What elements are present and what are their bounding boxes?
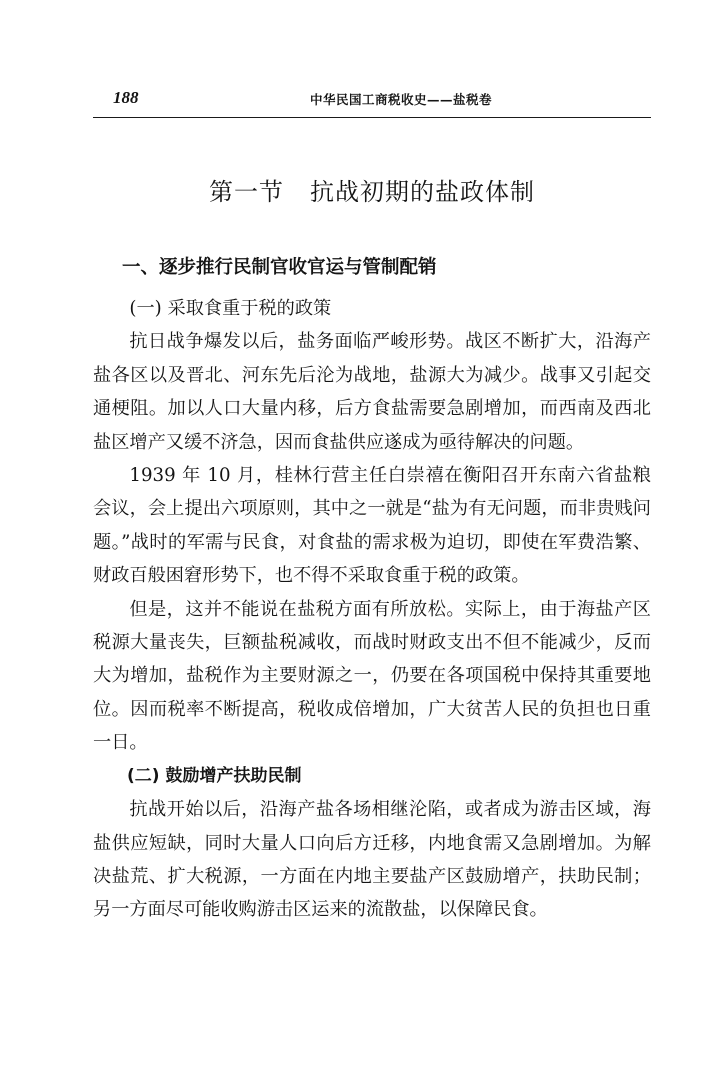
paragraph-3: 但是，这并不能说在盐税方面有所放松。实际上，由于海盐产区税源大量丧失，巨额盐税减收，而战时财政支出不但不能减少，反而大为增加，盐税作为主要财源之一，仍要在各项国税中保持其重要地位。因而税率不断提高，税收成倍增加，广大贫苦人民的负担也日重一日。 [93, 598, 651, 754]
page-number: 188 [113, 88, 139, 107]
paragraph-4: 抗战开始以后，沿海产盐各场相继沦陷，或者成为游击区域，海盐供应短缺，同时大量人口向后方迁移，内地食需又急剧增加。为解决盐荒、扩大税源，一方面在内地主要盐产区鼓励增产，扶助民制；另一方面尽可能收购游击区运来的流散盐，以保障民食。 [93, 799, 651, 921]
subsection-heading-1: (一) 采取食重于税的政策 [129, 298, 332, 319]
section-label: 第一节 [209, 178, 284, 206]
subsection-heading-2: (二) 鼓励增产扶助民制 [127, 765, 302, 786]
header-rule [93, 117, 651, 118]
paragraph-1: 抗日战争爆发以后，盐务面临严峻形势。战区不断扩大，沿海产盐各区以及晋北、河东先后沦为战地，盐源大为减少。战事又引起交通梗阻。加以人口大量内移，后方食盐需要急剧增加，而西南及西北盐区增产又缓不济急，因而食盐供应遂成为亟待解决的问题。 [93, 331, 651, 453]
paragraph-2: 1939 年 10 月，桂林行营主任白崇禧在衡阳召开东南六省盐粮会议，会上提出六项原则，其中之一就是“盐为有无问题，而非贵贱问题。”战时的军需与民食，对食盐的需求极为迫切，即使在军费浩繁、财政百般困窘形势下，也不得不采取食重于税的政策。 [93, 465, 651, 587]
heading: 一、逐步推行民制官收官运与管制配销 [122, 257, 437, 278]
body-text [93, 292, 651, 927]
page-header [93, 84, 651, 112]
section-title-text: 抗战初期的盐政体制 [310, 178, 535, 206]
running-title: 中华民国工商税收史——盐税卷 [309, 92, 492, 107]
section-title [93, 172, 651, 207]
